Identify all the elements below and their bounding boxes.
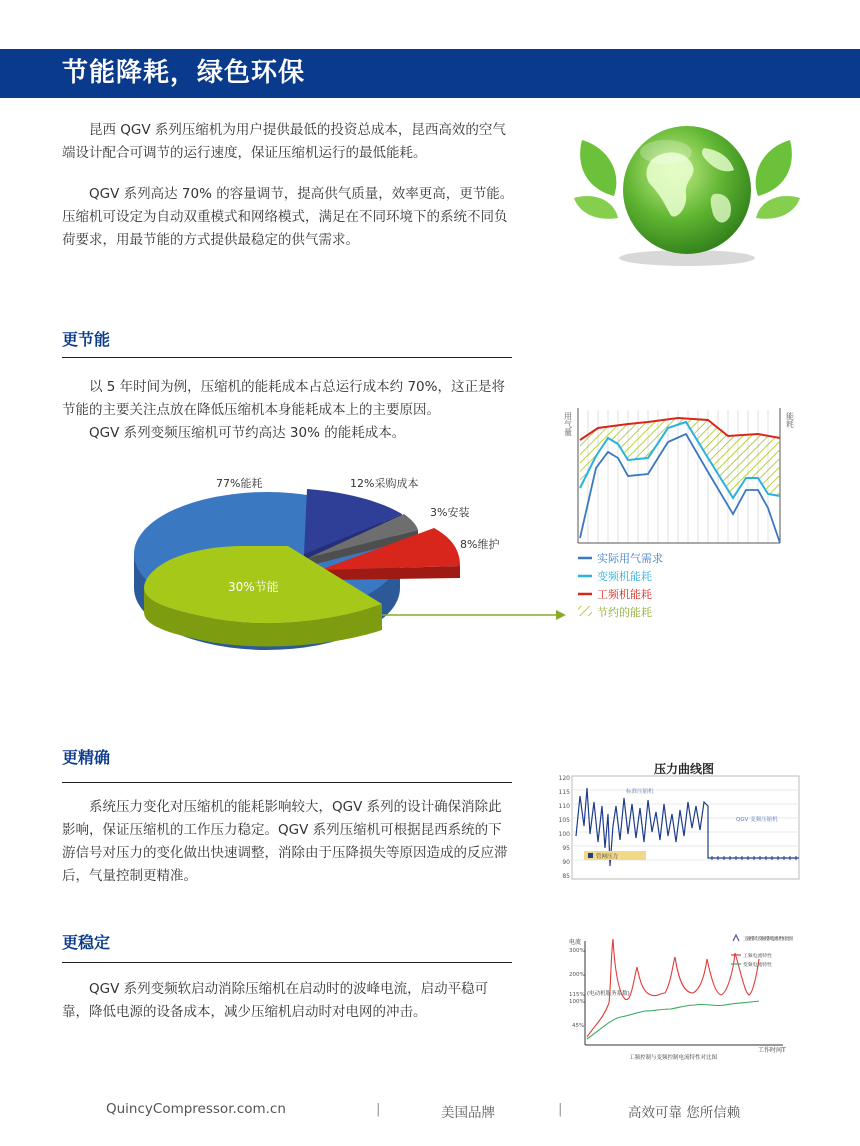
label-saving: 30%节能 [228,580,279,594]
stability-paragraph: QGV 系列变频软启动消除压缩机在启动时的波峰电流，启动平稳可靠，降低电源的设备成本，减少压缩机启动时对电网的冲击。 [62,981,489,1020]
pressure-chart-title: 压力曲线图 [653,762,714,776]
legend-fixed-speed: 工频机能耗 [597,588,652,601]
leaf-right [756,140,792,196]
ytick-100: 100 [558,831,570,838]
section-title-accuracy: 更精确 [62,748,111,767]
footer-separator: | [376,1101,381,1117]
ytick-110: 110 [558,803,570,810]
energy-paragraph-1: 以 5 年时间为例，压缩机的能耗成本占总运行成本约 70%，这正是将节能的主要关注点放在降低压缩机本身能耗成本上的主要原因。 [62,379,505,418]
section-title-energy: 更节能 [62,330,111,349]
accuracy-paragraph: 系统压力变化对压缩机的能耗影响较大，QGV 系列的设计确保消除此影响，保证压缩机的工作压力稳定。QGV 系列压缩机可根据昆西系统的下游信号对压力的变化做出快速调整，消除由于压降损失等原因造成的反应滞后，气量控制更精准。 [62,799,508,884]
footer-separator: | [558,1101,563,1117]
ytick-45: 45% [572,1023,585,1029]
leaf-right-lower [756,196,800,219]
legend-vsd-current: 变频电流特性 [743,963,772,968]
y-label-right: 能耗 [785,412,795,428]
ytick-115: 115% [569,992,585,998]
legend-vsd: 变频机能耗 [597,570,652,583]
section-divider [62,357,512,358]
callout-arrow [556,610,566,620]
intro-paragraph-2: QGV 系列高达 70% 的容量调节，提高供气质量，效率更高，更节能。压缩机可设定为自动双重模式和网络模式，满足在不同环境下的系统不同负荷要求，用最节能的方式提供最稳定的供气需求。 [62,186,514,248]
energy-paragraph-2: QGV 系列变频压缩机可节约高达 30% 的能耗成本。 [89,425,406,441]
section-divider [62,962,512,963]
footer-slogan: 高效可靠 您所信赖 [628,1105,741,1121]
ytick-85: 85 [562,873,570,880]
energy-text [62,376,514,445]
y-axis-label: 电流 [569,939,582,946]
ytick-105: 105 [558,817,570,824]
annotation-qgv: QGV 变频压缩机 [736,817,778,823]
legend-comparison: 工频控制与变频控制电流特性对比图 [743,937,793,942]
title-banner [0,49,860,98]
annotation-standard: 标准压缩机 [626,789,654,795]
intro-paragraph-1: 昆西 QGV 系列压缩机为用户提供最低的投资总成本，昆西高效的空气端设计配合可调节的运行速度，保证压缩机运行的最低能耗。 [62,122,506,161]
ytick-115: 115 [558,789,570,796]
pressure-chart [560,776,800,880]
ytick-90: 90 [562,859,570,866]
saving-area [580,418,780,498]
stability-text [62,978,514,1024]
legend-actual-demand: 实际用气需求 [597,552,663,565]
green-globe-illustration [574,118,800,270]
leaf-left-lower [574,196,618,219]
page-title: 节能降耗，绿色环保 [62,58,306,88]
legend-pipe-pressure: 管网压力 [596,854,619,860]
current-characteristics-chart [565,933,800,1065]
footer-brand: 美国品牌 [441,1105,495,1121]
legend-fixed-current: 工频电流特性 [743,954,772,959]
label-install: 3%安装 [430,506,470,519]
ytick-200: 200% [569,972,585,978]
service-factor-annotation: (电动机服务系数) [587,991,630,997]
legend-saving: 节约的能耗 [597,606,652,619]
label-maintain: 8%维护 [460,538,500,551]
x-axis-label: 工作时间T [758,1047,786,1054]
ytick-100: 100% [569,999,585,1005]
chart-caption: 工频控制与变频控制电流特性对比图 [629,1055,718,1061]
cost-pie-chart [120,470,570,670]
section-title-stability: 更稳定 [62,933,111,952]
ytick-120: 120 [558,775,570,782]
series-fixed-current [587,939,759,1037]
y-label-left: 用气量 [563,412,573,436]
section-divider [62,782,512,783]
label-energy: 77%能耗 [216,477,263,490]
ytick-300: 300% [569,948,585,954]
ytick-95: 95 [562,845,570,852]
accuracy-text [62,796,514,888]
leaf-left [580,140,616,196]
intro-text [62,119,514,252]
footer-website[interactable]: QuincyCompressor.com.cn [106,1101,286,1117]
series-vsd-current [587,1001,759,1039]
energy-savings-chart [563,398,798,623]
label-purchase: 12%采购成本 [350,477,419,490]
